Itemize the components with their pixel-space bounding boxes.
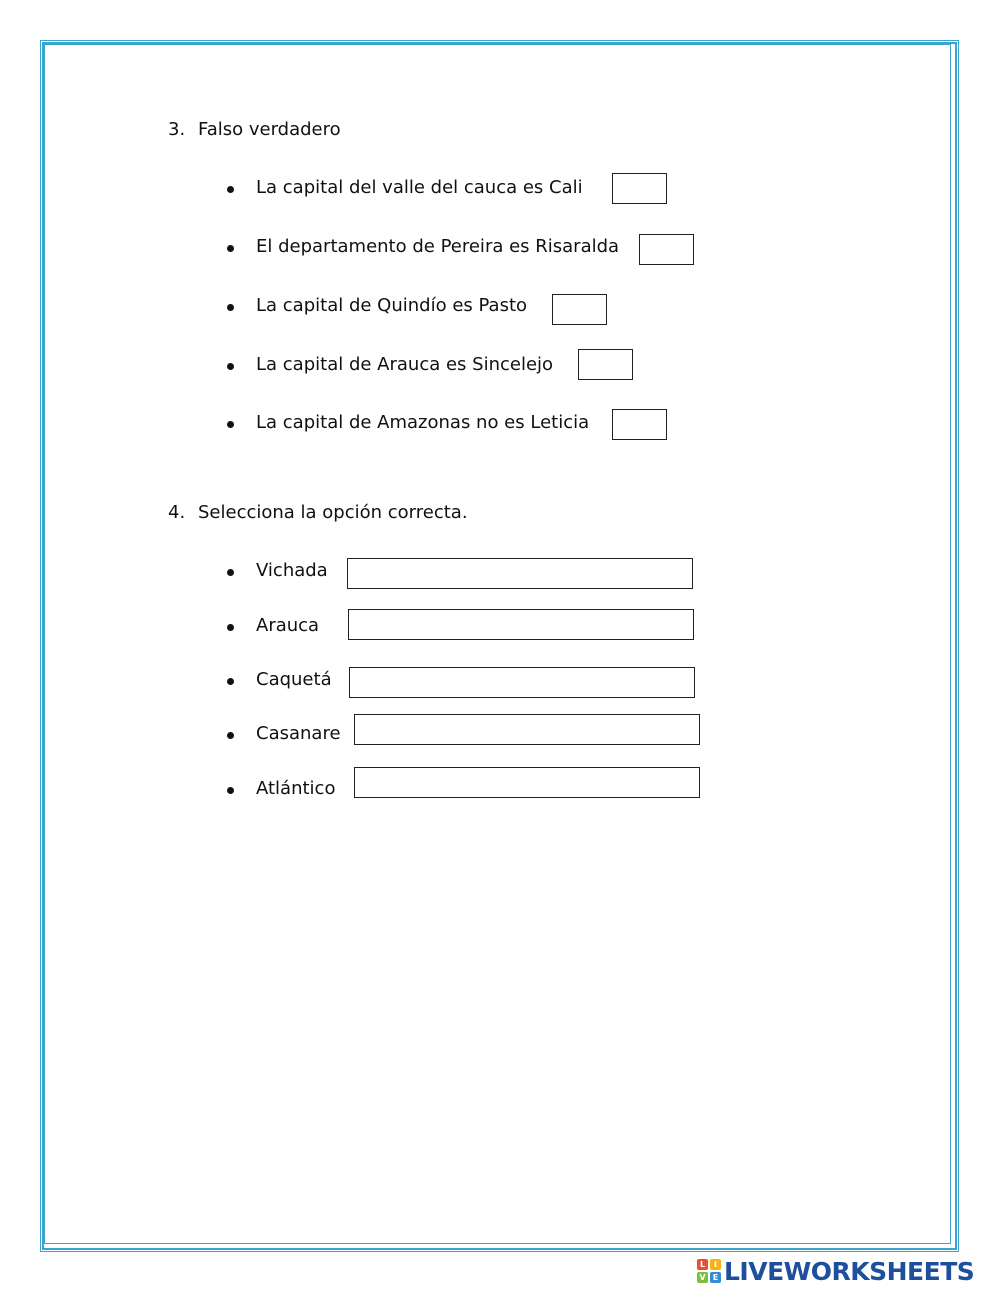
question-3-heading bbox=[168, 119, 341, 141]
tf-statement-1: La capital del valle del cauca es Cali bbox=[256, 177, 583, 198]
option-select-4[interactable] bbox=[354, 714, 700, 745]
logo-text: LIVEWORKSHEETS bbox=[724, 1256, 975, 1286]
option-select-5[interactable] bbox=[354, 767, 700, 798]
question-4-title: Selecciona la opción correcta. bbox=[198, 502, 468, 523]
logo-letter-l: L bbox=[697, 1259, 708, 1270]
option-label-2: Arauca bbox=[256, 615, 320, 636]
bullet-icon bbox=[227, 624, 234, 631]
option-select-2[interactable] bbox=[348, 609, 694, 640]
tf-statement-4: La capital de Arauca es Sincelejo bbox=[256, 354, 554, 375]
page-border-inner bbox=[44, 44, 951, 1244]
bullet-icon bbox=[227, 304, 234, 311]
liveworksheets-logo bbox=[697, 1257, 974, 1285]
bullet-icon bbox=[227, 787, 234, 794]
logo-letter-v: V bbox=[697, 1272, 708, 1283]
logo-letter-i: I bbox=[710, 1259, 721, 1270]
option-label-1: Vichada bbox=[256, 560, 328, 581]
bullet-icon bbox=[227, 363, 234, 370]
tf-answer-box-5[interactable] bbox=[612, 409, 667, 440]
question-3-number: 3. bbox=[168, 119, 186, 140]
question-4-number: 4. bbox=[168, 502, 186, 523]
question-3-title: Falso verdadero bbox=[198, 119, 341, 140]
tf-statement-2: El departamento de Pereira es Risaralda bbox=[256, 236, 620, 257]
bullet-icon bbox=[227, 569, 234, 576]
tf-answer-box-3[interactable] bbox=[552, 294, 607, 325]
bullet-icon bbox=[227, 245, 234, 252]
option-select-3[interactable] bbox=[349, 667, 695, 698]
bullet-icon bbox=[227, 186, 234, 193]
tf-statement-3: La capital de Quindío es Pasto bbox=[256, 295, 528, 316]
tf-answer-box-4[interactable] bbox=[578, 349, 633, 380]
logo-letter-e: E bbox=[710, 1272, 721, 1283]
bullet-icon bbox=[227, 732, 234, 739]
tf-statement-5: La capital de Amazonas no es Leticia bbox=[256, 412, 590, 433]
option-label-4: Casanare bbox=[256, 723, 341, 744]
bullet-icon bbox=[227, 678, 234, 685]
tf-answer-box-1[interactable] bbox=[612, 173, 667, 204]
tf-answer-box-2[interactable] bbox=[639, 234, 694, 265]
question-4-heading bbox=[168, 502, 468, 524]
bullet-icon bbox=[227, 421, 234, 428]
option-label-5: Atlántico bbox=[256, 778, 336, 799]
option-select-1[interactable] bbox=[347, 558, 693, 589]
option-label-3: Caquetá bbox=[256, 669, 332, 690]
logo-mark-icon bbox=[697, 1259, 721, 1283]
